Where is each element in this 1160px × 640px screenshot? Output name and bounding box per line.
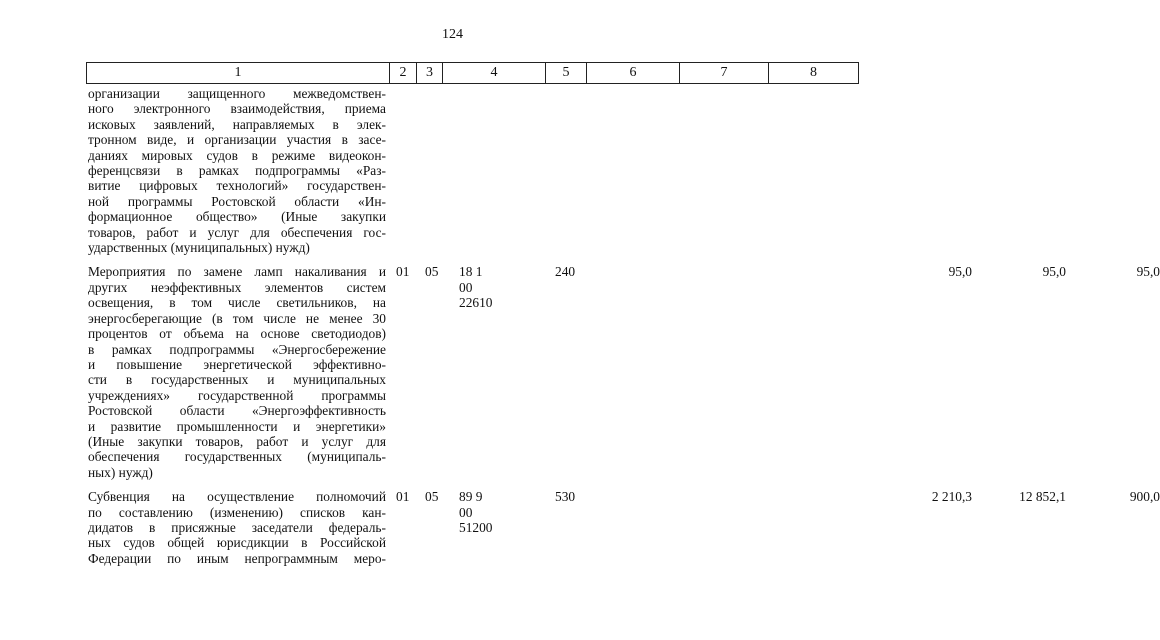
cell-col-6: 95,0 (948, 264, 972, 280)
row-description: Субвенция на осуществление полномочий по составлению (изменению) списков кан- дидатов в присяжные заседатели федераль- ных судов общей юрисдикции в Российской Федерации по иным непрограммным меро- (88, 489, 386, 566)
cell-col-6: 2 210,3 (931, 489, 972, 505)
table-row (86, 86, 386, 255)
header-col-3: 3 (417, 63, 443, 83)
cell-col-8: 95,0 (1136, 264, 1160, 280)
cell-col-2: 01 (396, 264, 410, 280)
header-col-2: 2 (390, 63, 417, 83)
table-row (86, 489, 1160, 566)
cell-col-5: 240 (555, 264, 576, 280)
cell-col-7: 95,0 (1042, 264, 1066, 280)
cell-col-7: 12 852,1 (1019, 489, 1066, 505)
header-col-4: 4 (443, 63, 546, 83)
cell-col-8: 900,0 (1129, 489, 1160, 505)
header-col-5: 5 (546, 63, 587, 83)
page-number: 124 (442, 27, 463, 42)
table-header (86, 62, 859, 84)
header-col-6: 6 (587, 63, 680, 83)
table-row (86, 264, 1160, 480)
row-description: организации защищенного межведомствен- ного электронного взаимодействия, приема исковых заявлений, направляемых в элек- тронном виде, и организации участия в засе- даниях мировых судов в режиме видеокон- ференцсвязи в рамках подпрограммы «Раз- витие цифровых технологий» государствен- ной программы Ростовской области «Ин- формационное общество» (Иные закупки товаров, работ и услуг для обеспечения гос- ударственных (муниципальных) нужд) (88, 86, 386, 256)
cell-col-2: 01 (396, 489, 410, 505)
cell-col-5: 530 (555, 489, 576, 505)
header-col-8: 8 (810, 65, 817, 80)
cell-col-3: 05 (425, 489, 439, 505)
header-col-1: 1 (87, 63, 390, 83)
header-col-7: 7 (680, 63, 769, 83)
cell-col-3: 05 (425, 264, 439, 280)
table-body (86, 86, 1160, 566)
cell-col-4: 18 1 00 22610 (459, 264, 493, 311)
row-description: Мероприятия по замене ламп накаливания и других неэффективных элементов систем освещения, в том числе светильников, на энергосберегающие (в том числе не менее 30 процентов от объема на основе светодиодов) в рамках подпрограммы «Энергосбережение и повышение энергетической эффективно- сти в государственных и муниципальных учреждениях» государственной программы Ростовской области «Энергоэффективность и развитие промышленности и энергетики» (Иные закупки товаров, работ и услуг для обеспечения государственных (муниципаль- ных) нужд) (88, 264, 386, 480)
cell-col-4: 89 9 00 51200 (459, 489, 493, 535)
